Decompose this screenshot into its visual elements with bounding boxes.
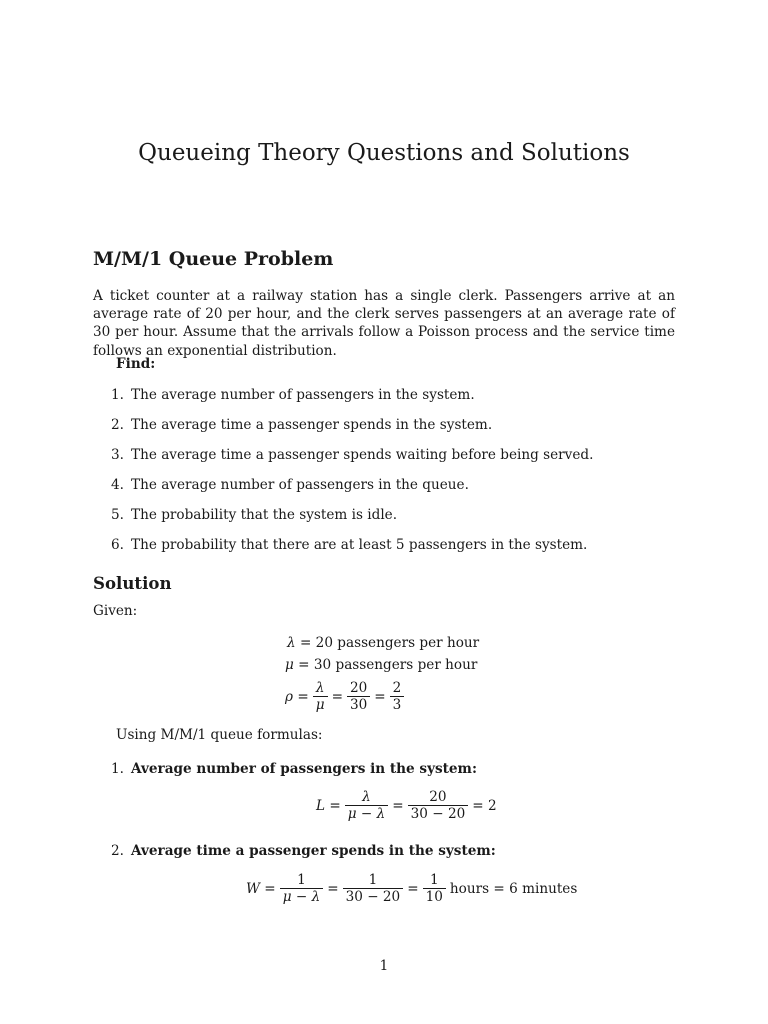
fraction-numerator: 20 — [429, 789, 447, 805]
list-item — [93, 385, 693, 415]
fraction-denominator: 30 — [349, 697, 368, 713]
solution-item-label: Average time a passenger spends in the system: — [131, 843, 496, 859]
list-item-number: 1. — [111, 387, 124, 403]
lambda-equation — [287, 635, 479, 651]
fraction-denominator: 10 — [425, 889, 443, 905]
list-item-text: The average time a passenger spends in the system. — [131, 417, 493, 433]
fraction-numerator: 1 — [429, 872, 439, 888]
solution-item — [93, 843, 693, 863]
list-item — [93, 535, 693, 565]
fraction-numerator: 1 — [297, 872, 306, 888]
fraction-denominator: μ − λ — [347, 806, 386, 822]
L-result: = 2 — [472, 797, 497, 814]
list-item-number: 5. — [111, 507, 124, 523]
document-title: Queueing Theory Questions and Solutions — [138, 140, 630, 166]
list-item-number: 2. — [111, 417, 124, 433]
W-symbol: W — [246, 880, 260, 897]
list-item — [93, 415, 693, 445]
list-item-text: The average number of passengers in the queue. — [131, 477, 469, 493]
lambda-symbol: λ — [287, 635, 296, 651]
list-item-text: The probability that there are at least 5 passengers in the system. — [131, 537, 588, 553]
solution-item — [93, 761, 693, 781]
mu-value: = 30 passengers per hour — [298, 657, 478, 673]
solution-item-number: 1. — [111, 761, 124, 777]
given-label: Given: — [93, 603, 138, 619]
fraction-denominator: 30 − 20 — [345, 889, 401, 905]
find-list — [93, 385, 693, 565]
fraction-numerator: 2 — [392, 680, 402, 696]
fraction — [408, 789, 469, 822]
problem-paragraph: A ticket counter at a railway station has a single clerk. Passengers arrive at an average rate of 20 per hour, and the clerk serves passengers at an average rate of 30 per hour. Assume that the arrivals follow a Poisson process and the service time follows an exponential distribution. — [93, 288, 675, 359]
page-number: 1 — [379, 958, 389, 974]
list-item-number: 6. — [111, 537, 124, 553]
W-result: hours = 6 minutes — [449, 880, 578, 897]
fraction-numerator: 20 — [349, 680, 368, 696]
L-symbol: L — [316, 797, 326, 814]
list-item — [93, 445, 693, 475]
list-item-number: 4. — [111, 477, 124, 493]
solution-heading: Solution — [93, 573, 172, 593]
rho-equation: ρ = $\frac{\lambda}{\mu}$ = $\frac{20}{30}$ = $\frac{2}{3}$ — [285, 680, 408, 713]
find-label: Find: — [116, 356, 156, 372]
list-item-number: 3. — [111, 447, 124, 463]
list-item-text: The probability that the system is idle. — [131, 507, 398, 523]
W-equation: W = $\frac{1}{\mu - \lambda}$ = $\frac{1}{30 - 20}$ = $\frac{1}{10}$ hours = 6 minutes — [246, 872, 578, 905]
fraction-denominator: 30 − 20 — [410, 806, 466, 822]
list-item — [93, 505, 693, 535]
fraction — [423, 872, 446, 905]
solution-item-number: 2. — [111, 843, 124, 859]
fraction-denominator: μ — [315, 697, 325, 713]
L-equation: L = $\frac{\lambda}{\mu - \lambda}$ = $\frac{20}{30 - 20}$ = 2 — [316, 789, 497, 822]
lambda-value: = 20 passengers per hour — [299, 635, 480, 651]
fraction — [343, 872, 404, 905]
solution-item-label: Average number of passengers in the system: — [131, 761, 477, 777]
using-formulas-text: Using M/M/1 queue formulas: — [116, 727, 323, 743]
fraction — [313, 680, 328, 713]
list-item-text: The average time a passenger spends waiting before being served. — [131, 447, 594, 463]
fraction — [345, 789, 388, 822]
fraction-numerator: 1 — [368, 872, 378, 888]
mu-symbol: μ — [285, 657, 294, 673]
mu-equation — [285, 657, 477, 673]
fraction — [280, 872, 323, 905]
fraction — [390, 680, 405, 713]
fraction-numerator: λ — [315, 680, 325, 696]
list-item-text: The average number of passengers in the system. — [131, 387, 475, 403]
section-heading: M/M/1 Queue Problem — [93, 248, 334, 270]
fraction-denominator: 3 — [392, 697, 402, 713]
list-item — [93, 475, 693, 505]
fraction-denominator: μ − λ — [282, 889, 321, 905]
rho-symbol: ρ — [285, 688, 293, 705]
fraction — [347, 680, 370, 713]
fraction-numerator: λ — [362, 789, 371, 805]
